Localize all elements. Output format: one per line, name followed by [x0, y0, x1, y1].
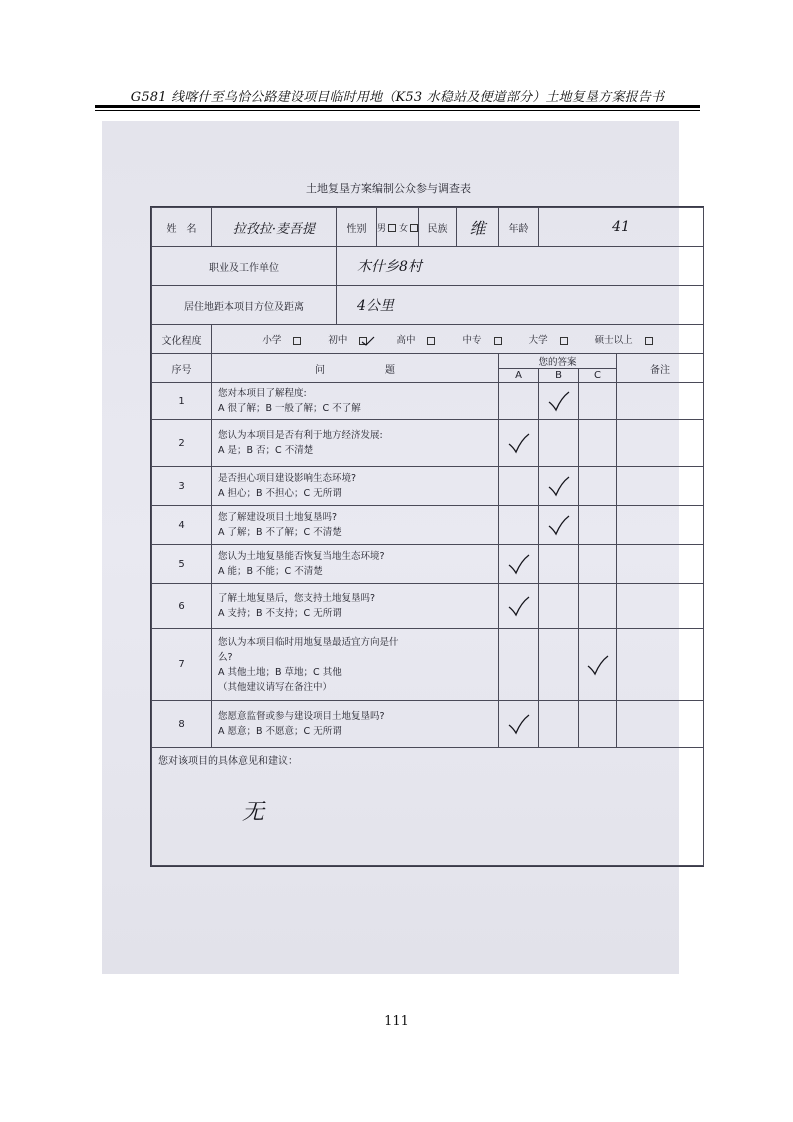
edu-junior: 初中 [322, 335, 375, 346]
gender-female-box [410, 224, 418, 232]
question-number: 5 [152, 545, 212, 584]
row-suggestion [152, 748, 704, 866]
gender-options [377, 208, 419, 247]
header-rule-thick [95, 105, 700, 108]
question-line: 是否担心项目建设影响生态环境? [218, 473, 357, 484]
checkmark-icon [507, 432, 531, 454]
answer-cell-b [539, 584, 579, 629]
age-value: 41 [539, 208, 704, 247]
note-cell [617, 467, 704, 506]
answer-c-header: C [579, 369, 617, 383]
note-cell [617, 506, 704, 545]
checkmark-icon [507, 553, 531, 575]
question-line: 您认为本项目是否有利于地方经济发展: [218, 430, 383, 441]
answer-cell-a [499, 584, 539, 629]
ethnicity-value: 维 [457, 208, 499, 247]
answer-cell-b [539, 383, 579, 420]
answer-cell-b [539, 506, 579, 545]
question-number: 7 [152, 629, 212, 701]
answer-cell-b [539, 629, 579, 701]
education-tick-icon [361, 336, 375, 346]
question-text [212, 420, 499, 467]
note-cell [617, 629, 704, 701]
seq-header: 序号 [152, 354, 212, 383]
question-row [152, 701, 704, 748]
question-line: （其他建议请写在备注中） [218, 681, 333, 693]
question-row [152, 506, 704, 545]
edu-university: 大学 [523, 335, 574, 346]
form-title: 土地复垦方案编制公众参与调查表 [306, 182, 471, 195]
note-cell [617, 584, 704, 629]
question-text [212, 584, 499, 629]
survey-table [151, 207, 704, 866]
answer-cell-a [499, 545, 539, 584]
report-header-title: G581 线喀什至乌恰公路建设项目临时用地（K53 水稳站及便道部分）土地复垦方案报告书 [130, 90, 665, 105]
question-line: A 能；B 不能；C 不清楚 [218, 566, 323, 577]
note-cell [617, 420, 704, 467]
question-number: 6 [152, 584, 212, 629]
answer-cell-a [499, 467, 539, 506]
row-education [152, 325, 704, 354]
note-cell [617, 701, 704, 748]
edu-senior: 高中 [390, 335, 441, 346]
answer-cell-a [499, 629, 539, 701]
edu-master: 硕士以上 [589, 335, 659, 346]
occupation-label: 职业及工作单位 [152, 247, 337, 286]
checkmark-icon [507, 713, 531, 735]
note-header: 备注 [617, 354, 704, 383]
answer-cell-c [579, 467, 617, 506]
edu-primary: 小学 [256, 335, 307, 346]
question-text [212, 629, 499, 701]
answer-header: 您的答案 [499, 354, 617, 369]
question-line: 您认为土地复垦能否恢复当地生态环境? [218, 551, 385, 562]
answer-cell-c [579, 545, 617, 584]
answer-cell-c [579, 584, 617, 629]
row-occupation [152, 247, 704, 286]
suggestion-value: 无 [242, 800, 265, 825]
question-row [152, 420, 704, 467]
question-line: A 支持；B 不支持；C 无所谓 [218, 608, 342, 619]
occupation-value: 木什乡8村 [337, 247, 704, 286]
checkmark-icon [547, 390, 571, 412]
note-cell [617, 545, 704, 584]
answer-cell-c [579, 383, 617, 420]
gender-male-box [388, 224, 396, 232]
question-header: 问 题 [212, 354, 499, 383]
header-rule-thin [95, 110, 700, 111]
gender-female: 女 [398, 223, 408, 234]
name-value: 拉孜拉·麦吾提 [212, 208, 337, 247]
edu-vocational: 中专 [457, 335, 508, 346]
answer-cell-b [539, 467, 579, 506]
residence-value: 4公里 [337, 286, 704, 325]
answer-cell-a [499, 420, 539, 467]
row-basic-info [152, 208, 704, 247]
question-line: A 很了解；B 一般了解；C 不了解 [218, 403, 361, 414]
ethnicity-label: 民族 [419, 208, 457, 247]
suggestion-cell [152, 748, 704, 866]
question-row [152, 629, 704, 701]
question-line: A 愿意；B 不愿意；C 无所谓 [218, 726, 342, 737]
survey-table-frame [150, 206, 704, 867]
answer-cell-a [499, 506, 539, 545]
question-number: 2 [152, 420, 212, 467]
question-text [212, 701, 499, 748]
answer-a-header: A [499, 369, 539, 383]
answer-cell-a [499, 383, 539, 420]
answer-cell-c [579, 701, 617, 748]
question-row [152, 584, 704, 629]
checkmark-icon [586, 654, 610, 676]
question-number: 4 [152, 506, 212, 545]
checkmark-icon [547, 514, 571, 536]
row-residence [152, 286, 704, 325]
question-text [212, 545, 499, 584]
answer-cell-b [539, 545, 579, 584]
question-line: 您愿意监督或参与建设项目土地复垦吗? [218, 711, 385, 722]
question-line: 您了解建设项目土地复垦吗? [218, 512, 338, 523]
survey-form-photo [102, 121, 679, 974]
question-row [152, 467, 704, 506]
question-number: 1 [152, 383, 212, 420]
question-line: A 了解；B 不了解；C 不清楚 [218, 527, 342, 538]
question-line: 了解土地复垦后，您支持土地复垦吗? [218, 593, 376, 604]
suggestion-label: 您对该项目的具体意见和建议： [158, 756, 298, 767]
question-row [152, 383, 704, 420]
question-line: 么? [218, 651, 233, 663]
question-line: A 其他土地；B 草地；C 其他 [218, 666, 342, 678]
question-text [212, 467, 499, 506]
gender-male: 男 [377, 223, 387, 234]
education-label: 文化程度 [152, 325, 212, 354]
question-text [212, 506, 499, 545]
answer-cell-c [579, 506, 617, 545]
education-options [212, 325, 704, 354]
checkmark-icon [507, 595, 531, 617]
question-row [152, 545, 704, 584]
note-cell [617, 383, 704, 420]
answer-cell-c [579, 420, 617, 467]
answer-cell-b [539, 420, 579, 467]
residence-label: 居住地距本项目方位及距离 [152, 286, 337, 325]
question-line: 您认为本项目临时用地复垦最适宜方向是什 [218, 636, 399, 648]
question-rows [152, 383, 704, 748]
answer-cell-a [499, 701, 539, 748]
question-line: A 担心；B 不担心；C 无所谓 [218, 488, 342, 499]
answer-b-header: B [539, 369, 579, 383]
page-number: 111 [384, 1014, 409, 1029]
name-label: 姓 名 [152, 208, 212, 247]
answer-cell-b [539, 701, 579, 748]
question-text [212, 383, 499, 420]
question-number: 3 [152, 467, 212, 506]
checkmark-icon [547, 475, 571, 497]
question-line: A 是；B 否；C 不清楚 [218, 445, 314, 456]
question-line: 您对本项目了解程度: [218, 388, 307, 399]
gender-label: 性别 [337, 208, 377, 247]
question-number: 8 [152, 701, 212, 748]
answer-cell-c [579, 629, 617, 701]
age-label: 年龄 [499, 208, 539, 247]
row-answer-header-1 [152, 354, 704, 369]
